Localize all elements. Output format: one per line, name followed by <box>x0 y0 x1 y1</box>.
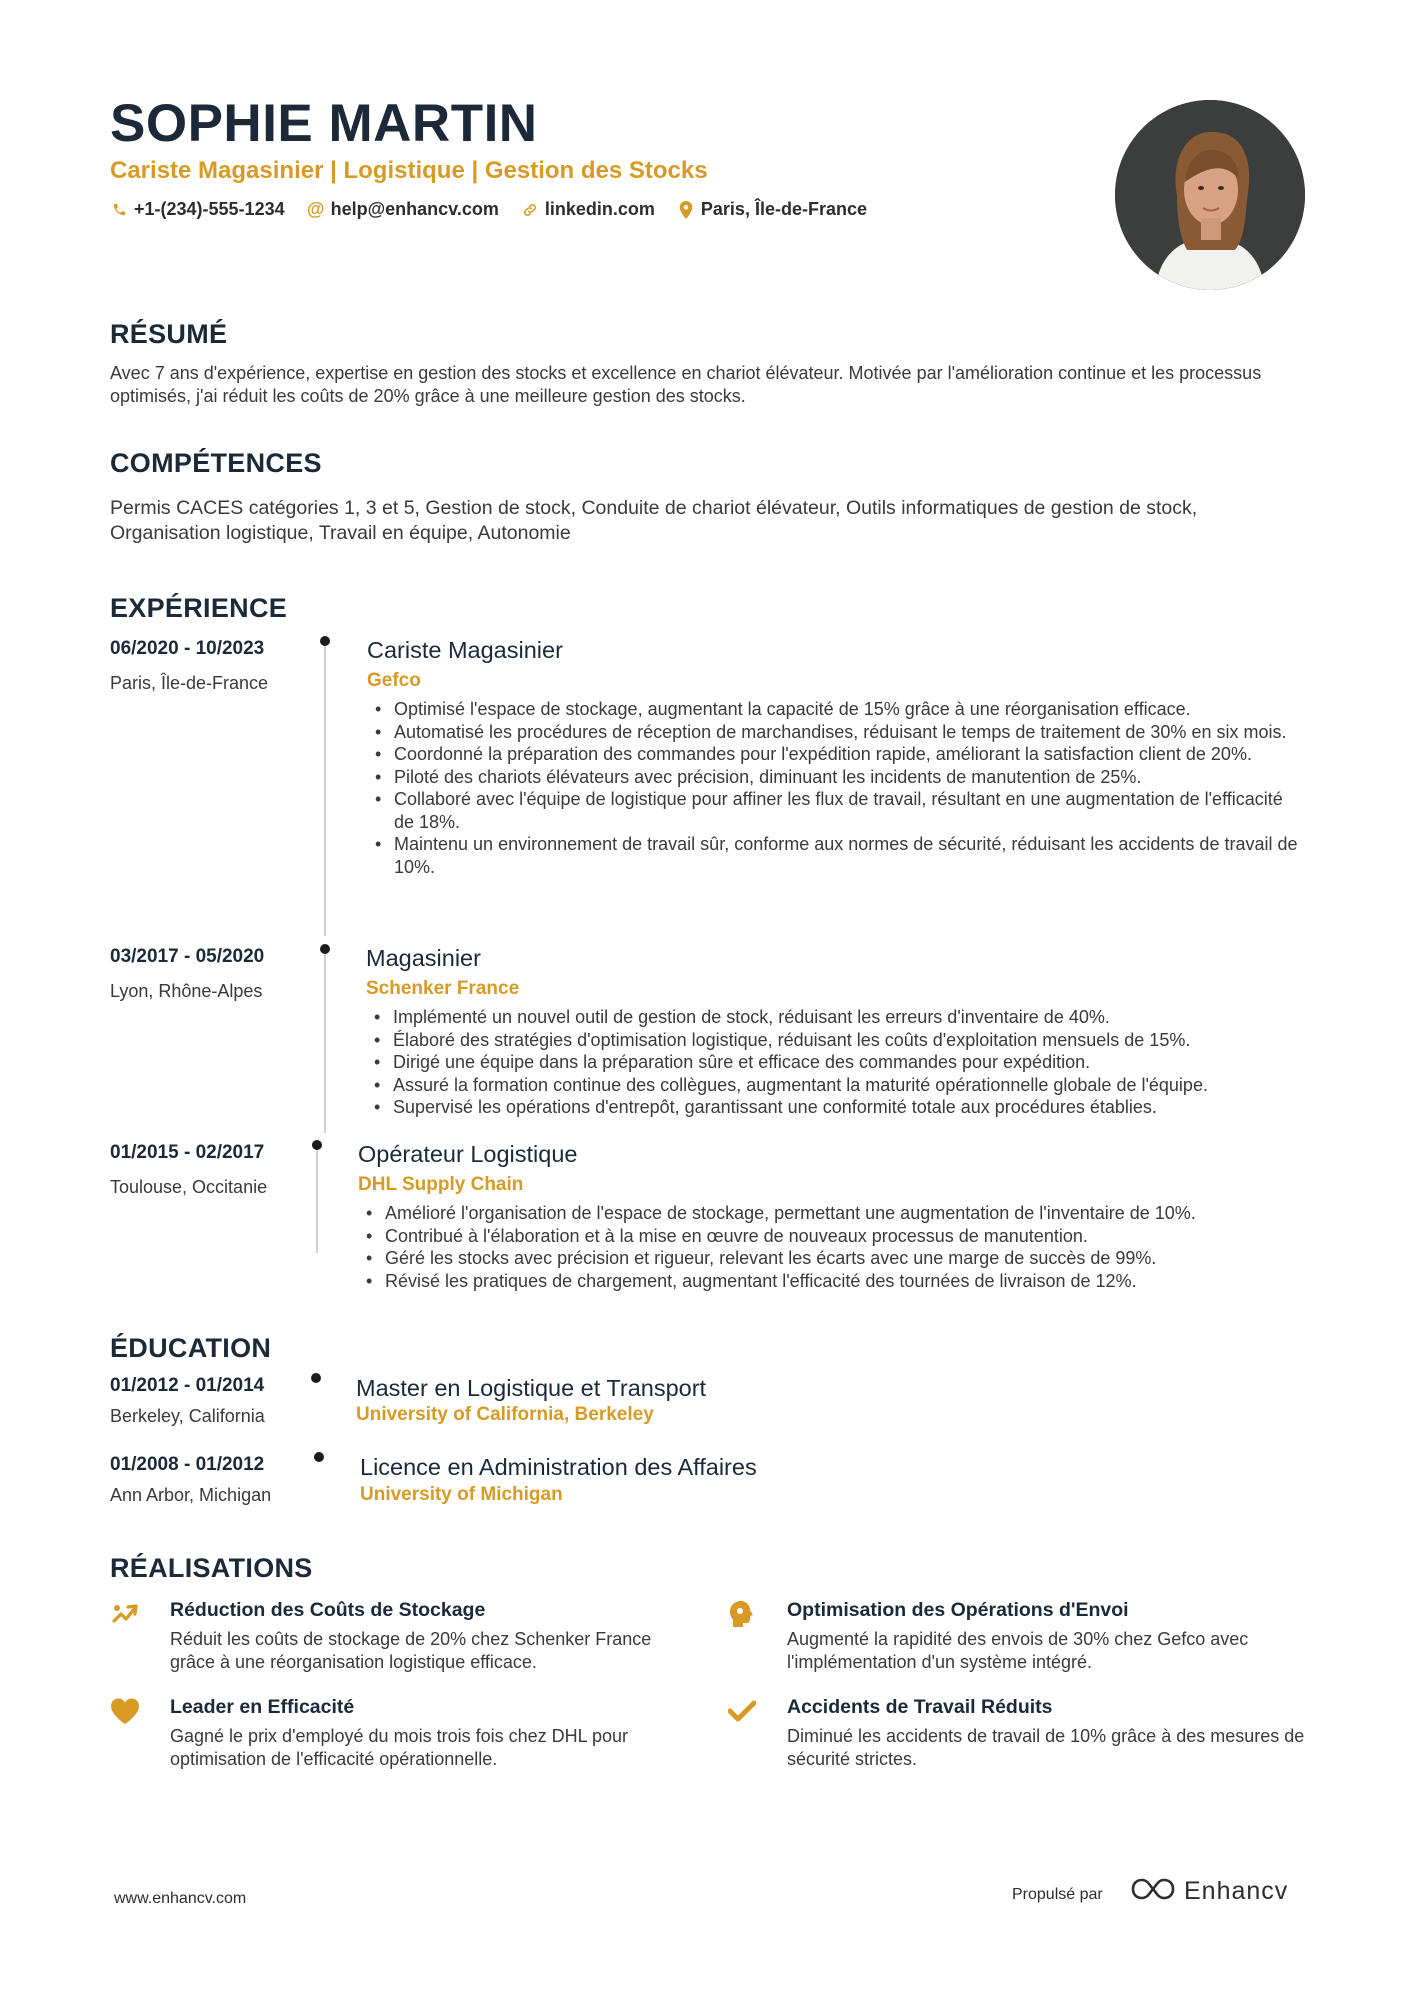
timeline-line <box>316 1147 318 1253</box>
contact-location <box>677 199 867 220</box>
list-item: • Géré les stocks avec précision et rigueur, relevant les écarts avec une marge de succès de 99%. <box>358 1247 1298 1270</box>
timeline-dot <box>312 1140 322 1150</box>
job-title: Opérateur Logistique <box>358 1141 578 1167</box>
candidate-name: SOPHIE MARTIN <box>110 94 538 153</box>
heart-icon <box>110 1696 140 1726</box>
achievement-desc: Augmenté la rapidité des envois de 30% chez Gefco avec l'implémentation d'un système intégré. <box>787 1629 1249 1672</box>
brain-head-icon <box>727 1599 757 1629</box>
list-item: • Assuré la formation continue des collègues, augmentant la maturité opérationnelle globale de l'équipe. <box>366 1074 1306 1097</box>
infinity-logo-icon <box>1130 1876 1176 1907</box>
trend-arrow-icon <box>110 1599 140 1629</box>
timeline-dot <box>320 944 330 954</box>
list-item: • Automatisé les procédures de réception de marchandises, réduisant le temps de traitement de 30% en six mois. <box>367 721 1307 744</box>
job-company: Schenker France <box>366 978 520 999</box>
achievement-title: Leader en Efficacité <box>170 1696 355 1718</box>
candidate-headline: Cariste Magasinier | Logistique | Gestion des Stocks <box>110 157 708 184</box>
powered-by-label: Propulsé par <box>1012 1886 1103 1903</box>
job-dates: 03/2017 - 05/2020 <box>110 946 265 967</box>
education-dates: 01/2008 - 01/2012 <box>110 1454 265 1475</box>
achievement-desc: Diminué les accidents de travail de 10% grâce à des mesures de sécurité strictes. <box>787 1726 1305 1769</box>
phone-text: +1-(234)-555-1234 <box>134 199 285 219</box>
job-location: Paris, Île-de-France <box>110 673 269 693</box>
job-dates: 01/2015 - 02/2017 <box>110 1142 265 1163</box>
list-item: • Contribué à l'élaboration et à la mise en œuvre de nouveaux processus de manutention. <box>358 1225 1298 1248</box>
job-title: Cariste Magasinier <box>367 637 563 663</box>
list-item: • Collaboré avec l'équipe de logistique pour affiner les flux de travail, résultant en une augmentation de l'efficacité de 18%. <box>367 788 1307 833</box>
phone-icon <box>110 201 128 219</box>
contact-email[interactable] <box>307 199 499 220</box>
achievement-title: Accidents de Travail Réduits <box>787 1696 1053 1718</box>
link-icon <box>521 201 539 219</box>
list-item: • Élaboré des stratégies d'optimisation logistique, réduisant les coûts d'exploitation mensuels de 15%. <box>366 1029 1306 1052</box>
checkmark-icon <box>727 1696 757 1726</box>
contact-linkedin[interactable] <box>521 199 655 220</box>
job-location: Toulouse, Occitanie <box>110 1177 268 1197</box>
at-sign-icon: @ <box>306 199 325 219</box>
profile-photo <box>1115 100 1305 290</box>
summary-heading: RÉSUMÉ <box>110 319 228 349</box>
education-degree: Licence en Administration des Affaires <box>360 1454 757 1480</box>
job-bullets <box>358 1202 1298 1292</box>
education-dates: 01/2012 - 01/2014 <box>110 1375 265 1396</box>
job-company: DHL Supply Chain <box>358 1174 524 1195</box>
email-text: help@enhancv.com <box>330 199 499 219</box>
list-item: • Piloté des chariots élévateurs avec précision, diminuant les incidents de manutention de 25%. <box>367 766 1307 789</box>
list-item: • Révisé les pratiques de chargement, augmentant l'efficacité des tournées de livraison de 12%. <box>358 1270 1298 1293</box>
summary-text: Avec 7 ans d'expérience, expertise en gestion des stocks et excellence en chariot élévateur. Motivée par l'amélioration continue et les processus optimisés, j'ai réduit les coûts de 20% grâce à une meilleure gestion des stocks. <box>110 363 1262 406</box>
timeline-dot <box>314 1452 324 1462</box>
job-title: Magasinier <box>366 945 481 971</box>
timeline-dot <box>320 636 330 646</box>
list-item: • Dirigé une équipe dans la préparation sûre et efficace des commandes pour expédition. <box>366 1051 1306 1074</box>
skills-text: Permis CACES catégories 1, 3 et 5, Gestion de stock, Conduite de chariot élévateur, Outils informatiques de gestion de stock, Organisation logistique, Travail en équipe, Autonomie <box>110 497 1198 544</box>
location-text: Paris, Île-de-France <box>700 199 867 219</box>
achievement-desc: Gagné le prix d'employé du mois trois fois chez DHL pour optimisation de l'efficacité opérationnelle. <box>170 1726 628 1769</box>
skills-heading: COMPÉTENCES <box>110 448 322 478</box>
list-item: • Optimisé l'espace de stockage, augmentant la capacité de 15% grâce à une réorganisation efficace. <box>367 698 1307 721</box>
footer-url[interactable]: www.enhancv.com <box>114 1890 247 1907</box>
job-dates: 06/2020 - 10/2023 <box>110 638 265 659</box>
achievements-heading: RÉALISATIONS <box>110 1553 313 1583</box>
education-location: Berkeley, California <box>110 1406 265 1426</box>
list-item: • Maintenu un environnement de travail sûr, conforme aux normes de sécurité, réduisant les accidents de travail de 10%. <box>367 833 1307 878</box>
achievement-title: Réduction des Coûts de Stockage <box>170 1599 486 1621</box>
achievement-desc: Réduit les coûts de stockage de 20% chez Schenker France grâce à une réorganisation logistique efficace. <box>170 1629 652 1672</box>
list-item: • Supervisé les opérations d'entrepôt, garantissant une conformité totale aux procédures établies. <box>366 1096 1306 1119</box>
timeline-dot <box>311 1373 321 1383</box>
education-school: University of Michigan <box>360 1484 563 1505</box>
job-company: Gefco <box>367 670 421 691</box>
education-degree: Master en Logistique et Transport <box>356 1375 707 1401</box>
brand-name: Enhancv <box>1184 1877 1289 1905</box>
timeline-line <box>324 951 326 1133</box>
achievement-title: Optimisation des Opérations d'Envoi <box>787 1599 1129 1621</box>
list-item: • Coordonné la préparation des commandes pour l'expédition rapide, améliorant la satisfaction client de 20%. <box>367 743 1307 766</box>
linkedin-text: linkedin.com <box>544 199 655 219</box>
job-bullets <box>367 698 1307 878</box>
job-bullets <box>366 1006 1306 1119</box>
timeline-line <box>324 643 326 936</box>
job-location: Lyon, Rhône-Alpes <box>110 981 263 1001</box>
education-school: University of California, Berkeley <box>356 1404 654 1425</box>
contact-bar <box>110 199 889 220</box>
location-pin-icon <box>677 201 695 219</box>
list-item: • Amélioré l'organisation de l'espace de stockage, permettant une augmentation de l'inventaire de 10%. <box>358 1202 1298 1225</box>
list-item: • Implémenté un nouvel outil de gestion de stock, réduisant les erreurs d'inventaire de 40%. <box>366 1006 1306 1029</box>
enhancv-logo[interactable] <box>1130 1876 1288 1907</box>
education-location: Ann Arbor, Michigan <box>110 1485 272 1505</box>
experience-heading: EXPÉRIENCE <box>110 593 288 623</box>
contact-phone[interactable] <box>110 199 285 220</box>
education-heading: ÉDUCATION <box>110 1333 272 1363</box>
